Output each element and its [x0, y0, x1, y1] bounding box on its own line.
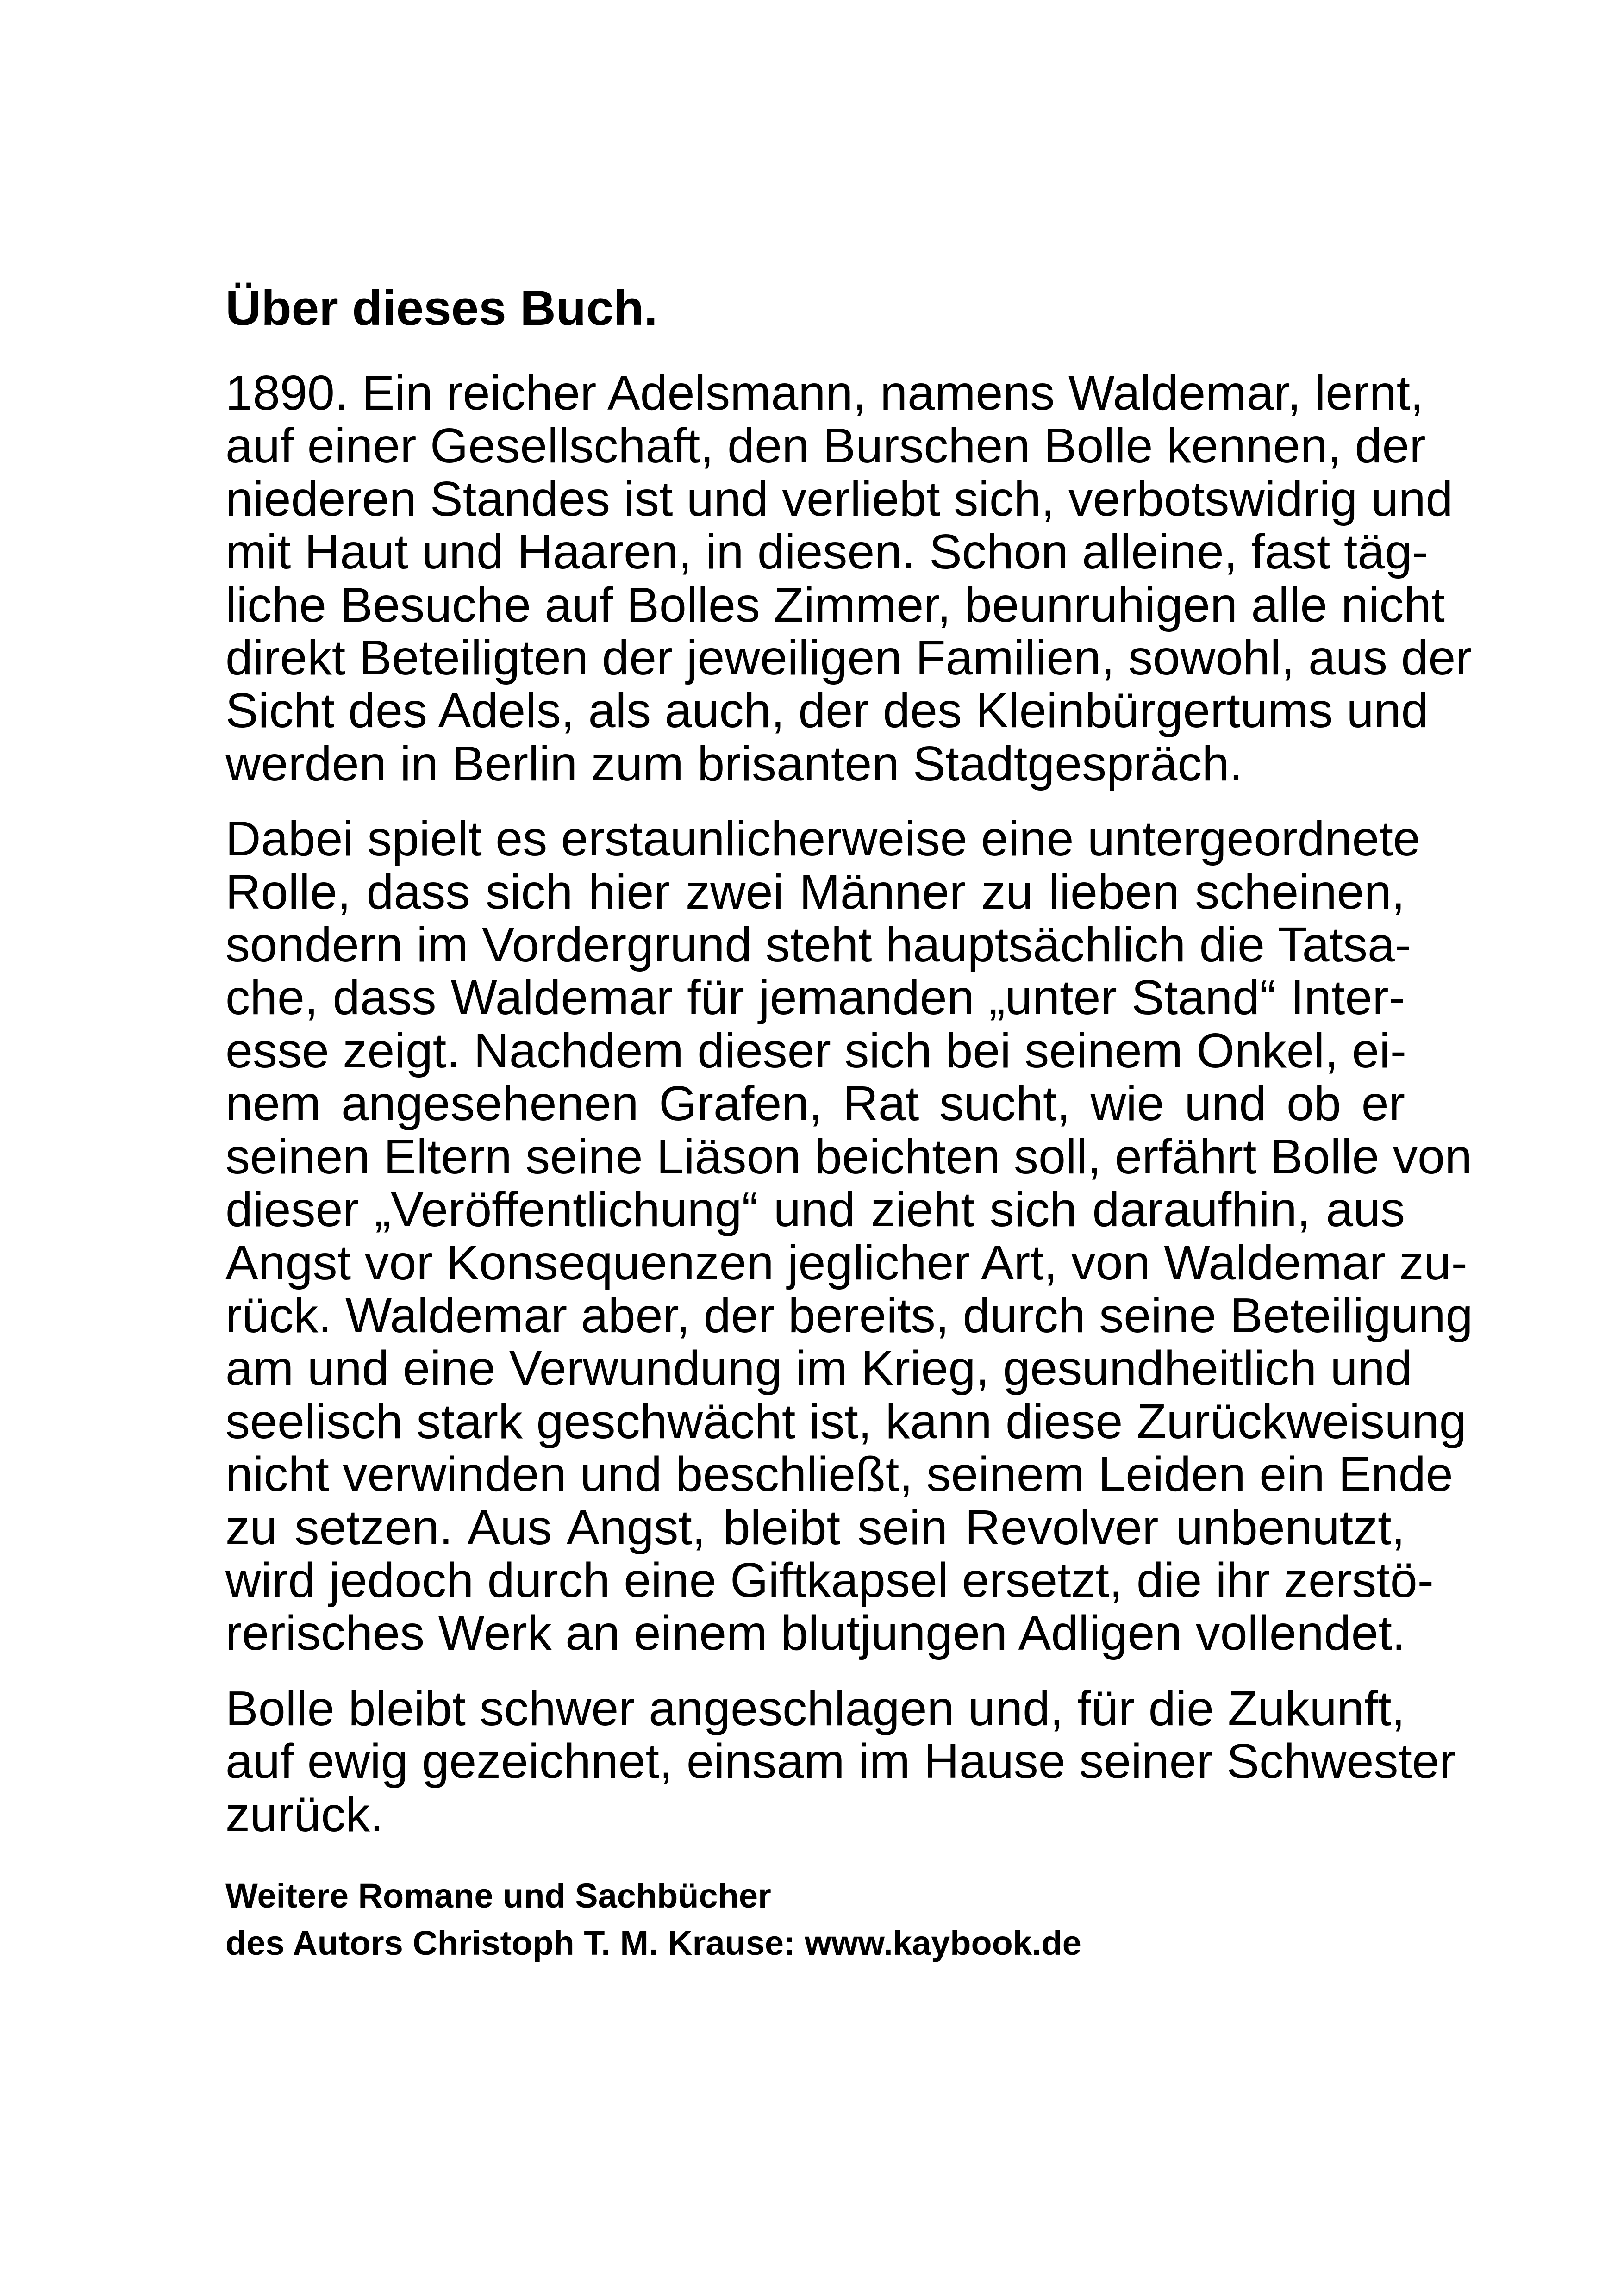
text-line: niederen Standes ist und verliebt sich, verbotswidrig und: [225, 471, 1453, 526]
text-line: auf einer Gesellschaft, den Burschen Bolle kennen, der: [225, 418, 1426, 474]
author-note-line: Weitere Romane und Sachbücher: [225, 1876, 771, 1915]
text-line: nicht verwinden und beschließt, seinem Leiden ein Ende: [225, 1447, 1453, 1502]
text-line: werden in Berlin zum brisanten Stadtgespräch.: [225, 736, 1243, 791]
body-text: [225, 366, 1473, 1842]
text-line: Rolle, dass sich hier zwei Männer zu lieben scheinen,: [225, 864, 1405, 919]
text-line: wird jedoch durch eine Giftkapsel ersetzt, die ihr zerstö-: [225, 1553, 1434, 1608]
text-line: Angst vor Konsequenzen jeglicher Art, von Waldemar zu-: [225, 1235, 1468, 1290]
paragraph: [225, 811, 1473, 1661]
text-line: auf ewig gezeichnet, einsam im Hause seiner Schwester: [225, 1734, 1456, 1789]
paragraph: [225, 1681, 1456, 1842]
text-line: seelisch stark geschwächt ist, kann diese Zurückweisung: [225, 1394, 1467, 1449]
text-line: direkt Beteiligten der jeweiligen Familien, sowohl, aus der: [225, 630, 1472, 686]
text-line: am und eine Verwundung im Krieg, gesundheitlich und: [225, 1341, 1412, 1396]
text-line: seinen Eltern seine Liäson beichten soll, erfährt Bolle von: [225, 1129, 1472, 1184]
text-line: 1890. Ein reicher Adelsmann, namens Waldemar, lernt,: [225, 366, 1424, 420]
text-line: mit Haut und Haaren, in diesen. Schon alleine, fast täg-: [225, 524, 1429, 580]
text-line: dieser „Veröffentlichung“ und zieht sich daraufhin, aus: [225, 1182, 1405, 1237]
author-note-line: des Autors Christoph T. M. Krause: www.kaybook.de: [225, 1923, 1081, 1962]
text-line: zu setzen. Aus Angst, bleibt sein Revolver unbenutzt,: [225, 1500, 1405, 1555]
paragraph: [225, 366, 1472, 791]
text-line: Sicht des Adels, als auch, der des Kleinbürgertums und: [225, 683, 1429, 738]
text-line: Bolle bleibt schwer angeschlagen und, für die Zukunft,: [225, 1681, 1405, 1736]
text-line: che, dass Waldemar für jemanden „unter Stand“ Inter-: [225, 970, 1405, 1025]
page-title: Über dieses Buch.: [225, 280, 658, 336]
text-line: Dabei spielt es erstaunlicherweise eine untergeordnete: [225, 811, 1420, 867]
text-line: sondern im Vordergrund steht hauptsächlich die Tatsa-: [225, 917, 1412, 973]
author-note: [225, 1872, 1405, 1967]
text-line: nem angesehenen Grafen, Rat sucht, wie und ob er: [225, 1076, 1405, 1131]
text-line: liche Besuche auf Bolles Zimmer, beunruhigen alle nicht: [225, 577, 1445, 632]
text-line: rerisches Werk an einem blutjungen Adligen vollendet.: [225, 1606, 1406, 1661]
text-column: [225, 273, 1473, 1967]
text-line: zurück.: [225, 1787, 384, 1842]
text-line: rück. Waldemar aber, der bereits, durch seine Beteiligung: [225, 1288, 1473, 1343]
text-line: esse zeigt. Nachdem dieser sich bei seinem Onkel, ei-: [225, 1023, 1407, 1078]
